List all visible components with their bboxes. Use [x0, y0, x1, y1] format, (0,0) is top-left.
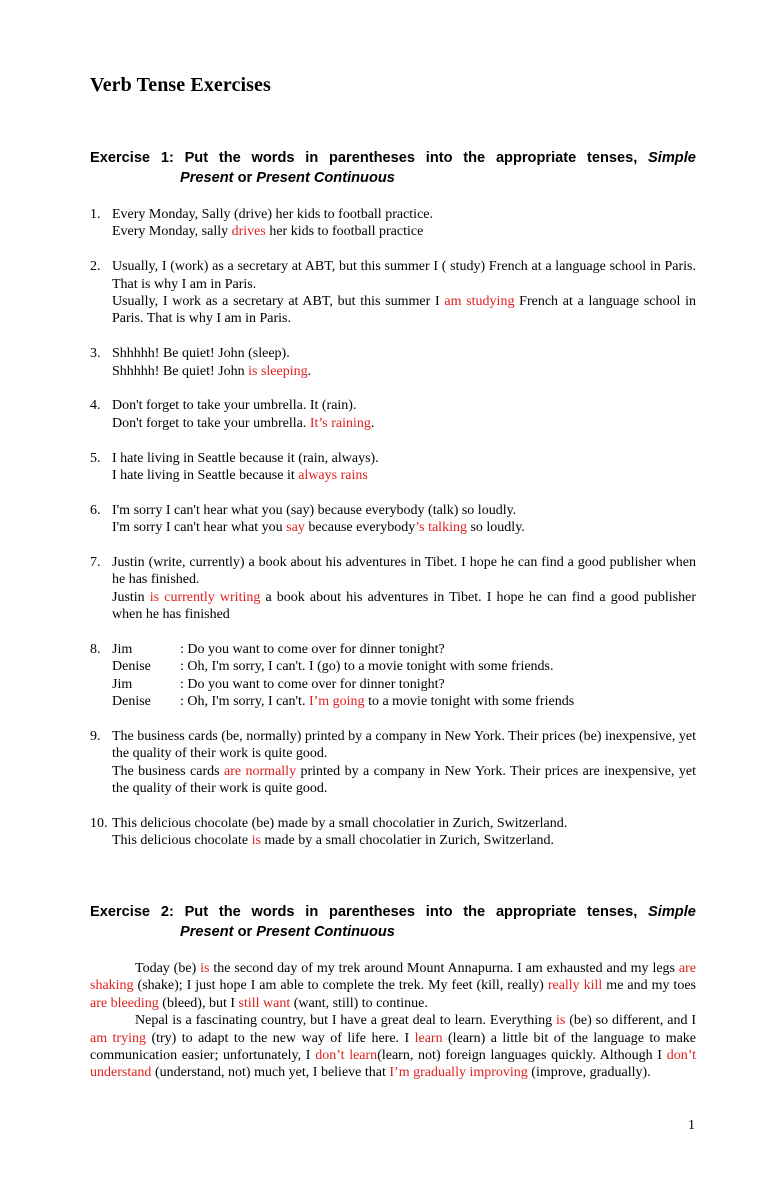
exercise-1-heading-line1	[90, 148, 696, 168]
dialogue-item: 8. Jim : Do you want to come over for dinner tonight? Denise : Oh, I'm sorry, I can't. I (go) to a movie tonight with some friends. Jim : Do you want to come over for dinner tonight? Denise : Oh, I'm sorry, I can't. I’m going to a movie tonight with some friends	[90, 642, 575, 710]
heading-word: parentheses	[329, 150, 415, 166]
page-number: 1	[688, 1118, 695, 1133]
heading-word: into	[425, 904, 453, 920]
exercise-1-heading	[90, 148, 696, 188]
list-item: 2. Usually, I (work) as a secretary at ABT, but this summer I ( study) French at a language school in Paris. That is why I am in Paris. Usually, I work as a secretary at ABT, but this summer I am studying French at a language school in Paris. That is why I am in Paris.	[90, 259, 696, 327]
exercise-1-heading-line2: Present or Present Continuous	[180, 170, 395, 186]
list-item: 10. This delicious chocolate (be) made by a small chocolatier in Zurich, Switzerland. This delicious chocolate is made by a small chocolatier in Zurich, Switzerland.	[90, 816, 568, 849]
story-text: (want, still) to continue.	[290, 995, 428, 1011]
list-item: 3. Shhhhh! Be quiet! John (sleep). Shhhhh! Be quiet! John is sleeping.	[90, 346, 312, 379]
list-item: 7. Justin (write, currently) a book about his adventures in Tibet. I hope he can find a good publisher when he has finished. Justin is currently writing a book about his adventures in Tibet. I hope he can find a good publisher when he has finished	[90, 555, 696, 623]
heading-word: tenses,	[586, 150, 638, 166]
answer-text: really kill	[547, 978, 603, 994]
heading-word: the	[463, 150, 486, 166]
exercise-2-heading-line1	[90, 902, 696, 922]
story-text: (try) to adapt to the new way of life here. I	[146, 1030, 415, 1046]
answer-text: am trying	[90, 1030, 146, 1046]
story-text: (improve, gradually).	[527, 1065, 651, 1081]
story-text: (understand, not) much yet, I believe that	[151, 1065, 390, 1081]
list-item: 5. I hate living in Seattle because it (rain, always). I hate living in Seattle because it always rains	[90, 450, 379, 484]
list-item: 1. Every Monday, Sally (drive) her kids to football practice. Every Monday, sally drives her kids to football practice	[90, 207, 433, 240]
exercise-2-heading-line2: Present or Present Continuous	[180, 924, 395, 940]
story-text: Today (be)	[135, 961, 201, 976]
answer-text: don’t learn	[315, 1048, 378, 1064]
exercise-1-items	[90, 206, 696, 867]
answer-text: are bleeding	[90, 995, 159, 1011]
list-item: 4. Don't forget to take your umbrella. It (rain). Don't forget to take your umbrella. It’s raining.	[90, 398, 375, 431]
heading-word: in	[305, 904, 319, 920]
story-text: the second day of my trek around Mount Annapurna. I am exhausted and my legs	[209, 961, 679, 976]
list-item: 9. The business cards (be, normally) printed by a company in New York. Their prices (be) inexpensive, yet the quality of their work is quite good. The business cards are normally printed by a company in New York. Their prices are inexpensive, yet the quality of their work is quite good.	[90, 729, 696, 797]
answer-text: I’m gradually improving	[389, 1065, 528, 1081]
heading-word: the	[218, 150, 241, 166]
story-text: (bleed), but I	[158, 995, 239, 1011]
page-title: Verb Tense Exercises	[90, 74, 271, 96]
story-text: (learn, not) foreign languages quickly. Although I	[377, 1048, 667, 1064]
heading-word: appropriate	[495, 150, 577, 166]
list-item: 6. I'm sorry I can't hear what you (say) because everybody (talk) so loudly. I'm sorry I can't hear what you say because everybody’s talking so loudly.	[90, 502, 525, 536]
heading-word: Simple	[648, 150, 696, 166]
story-text: (be) so different, and I	[565, 1013, 696, 1029]
answer-text: are shaking	[90, 961, 696, 994]
heading-word: into	[425, 150, 453, 166]
heading-word: appropriate	[495, 904, 577, 920]
answer-text: is	[556, 1013, 566, 1029]
answer-text: learn	[414, 1030, 443, 1046]
heading-word: the	[218, 904, 241, 920]
story-text: me and my toes	[602, 978, 696, 994]
heading-word: Exercise	[90, 150, 151, 166]
answer-text: is	[200, 961, 210, 976]
exercise-2-story	[90, 960, 696, 1082]
story-text: (learn) a little bit of the language to make communication easier; unfortunately, I	[90, 1030, 697, 1064]
heading-word: parentheses	[329, 904, 415, 920]
answer-text: still want	[238, 995, 291, 1011]
heading-word: 2:	[160, 904, 174, 920]
answer-text: don’t understand	[90, 1048, 697, 1081]
heading-word: tenses,	[586, 904, 638, 920]
story-text: (shake); I just hope I am able to complete the trek. My feet (kill, really)	[133, 978, 548, 994]
heading-word: the	[463, 904, 486, 920]
heading-word: Simple	[648, 904, 696, 920]
heading-word: 1:	[160, 150, 174, 166]
exercise-2-heading	[90, 902, 696, 942]
heading-word: in	[305, 150, 319, 166]
heading-word: Put	[184, 904, 209, 920]
story-text: Nepal is a fascinating country, but I have a great deal to learn. Everything	[135, 1013, 556, 1029]
heading-word: words	[251, 150, 295, 166]
heading-word: words	[251, 904, 295, 920]
story-paragraph-1	[90, 960, 696, 1012]
heading-word: Exercise	[90, 904, 151, 920]
heading-word: Put	[184, 150, 209, 166]
story-paragraph-2	[90, 1012, 696, 1082]
